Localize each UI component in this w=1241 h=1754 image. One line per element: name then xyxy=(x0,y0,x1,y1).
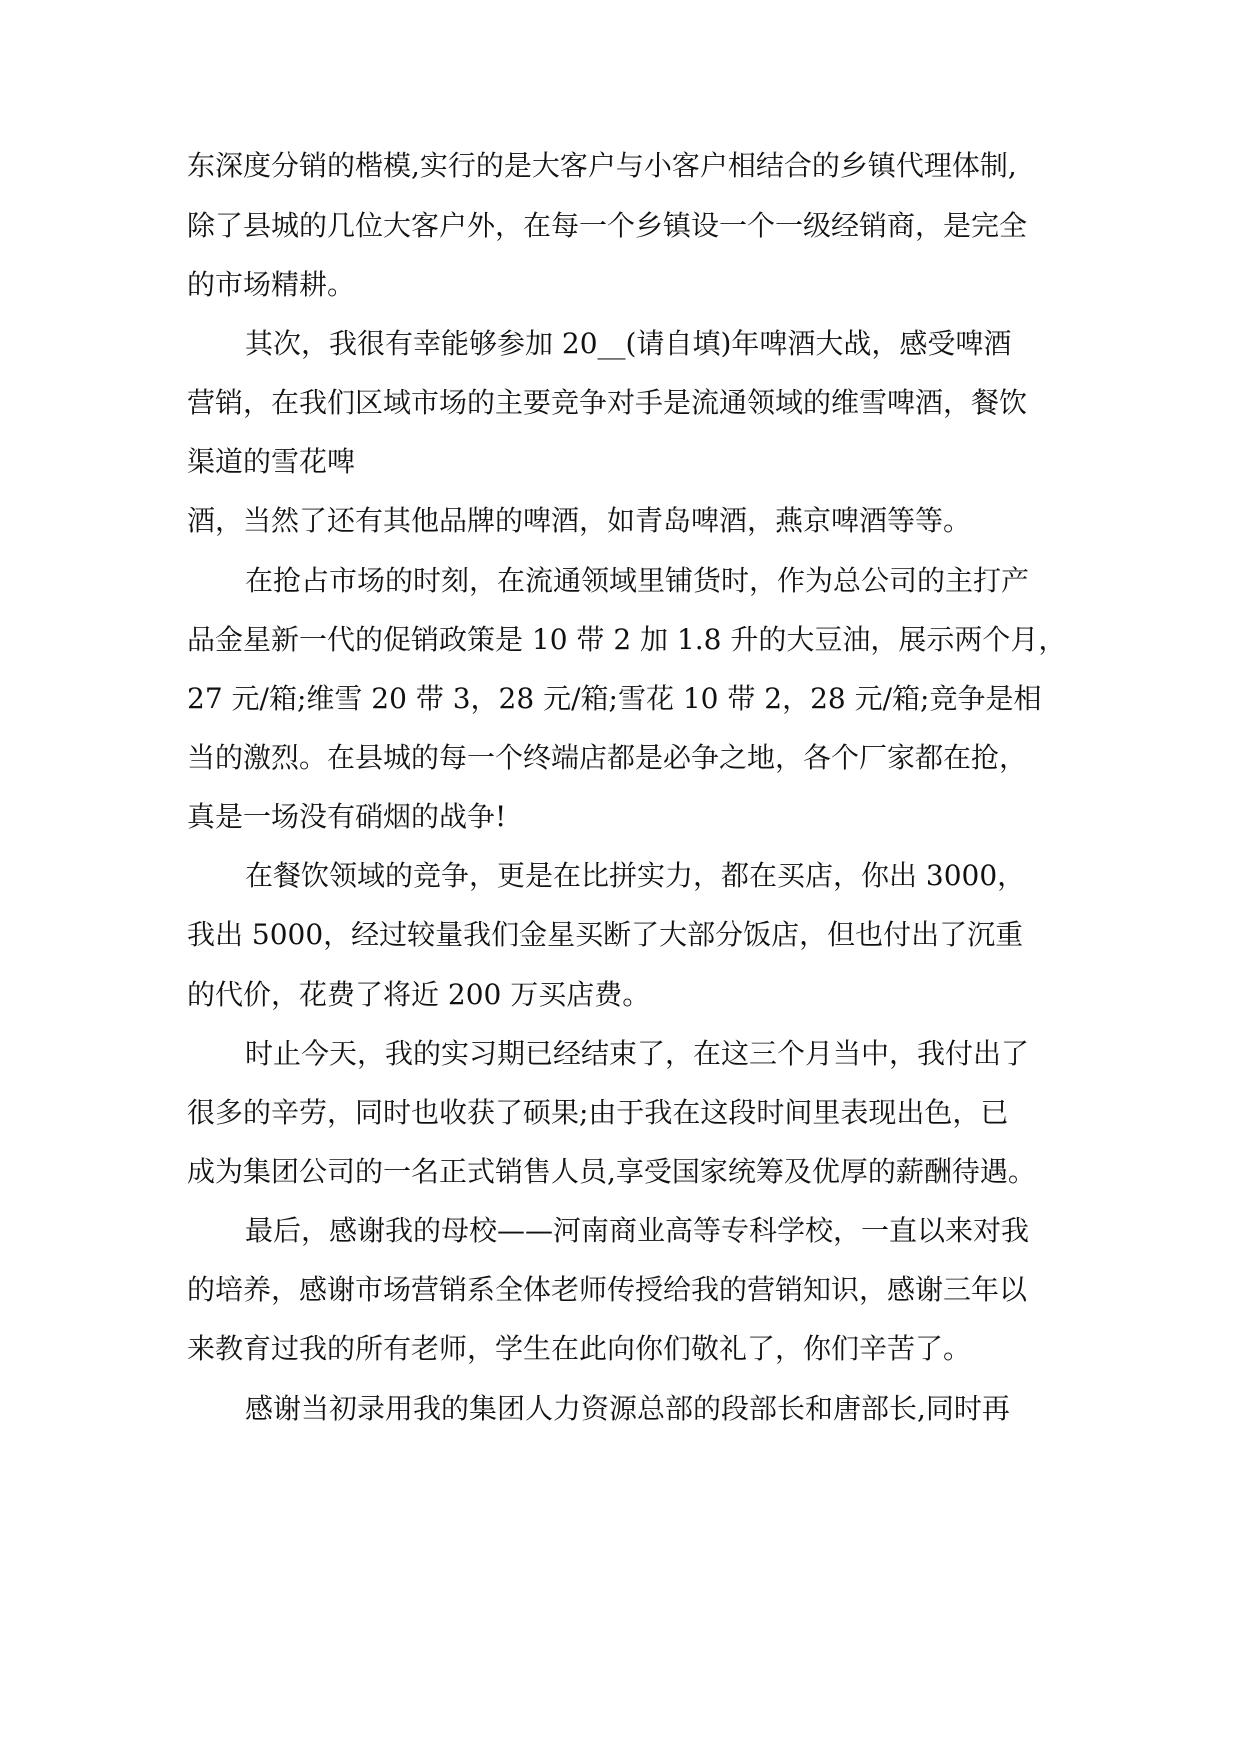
text-line: 酒，当然了还有其他品牌的啤酒，如青岛啤酒，燕京啤酒等等。 xyxy=(187,504,972,537)
paragraph-start-line: 在餐饮领域的竞争，更是在比拼实力，都在买店，你出 3000， xyxy=(245,859,1026,892)
text-line: 真是一场没有硝烟的战争! xyxy=(187,800,507,833)
paragraph-start-line: 在抢占市场的时刻，在流通领域里铺货时，作为总公司的主打产 xyxy=(245,564,1030,597)
text-line: 营销，在我们区域市场的主要竞争对手是流通领域的维雪啤酒，餐饮 xyxy=(187,386,1028,419)
paragraph-start-line: 时止今天，我的实习期已经结束了，在这三个月当中，我付出了 xyxy=(245,1037,1030,1070)
text-line: 成为集团公司的一名正式销售人员,享受国家统筹及优厚的薪酬待遇。 xyxy=(187,1155,1036,1188)
text-line: 来教育过我的所有老师，学生在此向你们敬礼了，你们辛苦了。 xyxy=(187,1332,972,1365)
paragraph-start-line: 感谢当初录用我的集团人力资源总部的段部长和唐部长,同时再 xyxy=(245,1392,1010,1425)
text-line: 的市场精耕。 xyxy=(187,268,356,301)
paragraph-start-line: 其次，我很有幸能够参加 20__(请自填)年啤酒大战，感受啤酒 xyxy=(245,327,1012,360)
text-line: 当的激烈。在县城的每一个终端店都是必争之地，各个厂家都在抢， xyxy=(187,741,1028,774)
text-line: 27 元/箱;维雪 20 带 3，28 元/箱;雪花 10 带 2，28 元/箱;竞争是相 xyxy=(187,682,1042,715)
text-line: 渠道的雪花啤 xyxy=(187,445,356,478)
text-line: 的培养，感谢市场营销系全体老师传授给我的营销知识，感谢三年以 xyxy=(187,1273,1028,1306)
paragraph-start-line: 最后，感谢我的母校——河南商业高等专科学校，一直以来对我 xyxy=(245,1214,1030,1247)
text-line: 东深度分销的楷模,实行的是大客户与小客户相结合的乡镇代理体制, xyxy=(187,149,1017,182)
text-line: 我出 5000，经过较量我们金星买断了大部分饭店，但也付出了沉重 xyxy=(187,918,1024,951)
text-line: 除了县城的几位大客户外，在每一个乡镇设一个一级经销商，是完全 xyxy=(187,209,1028,242)
text-line: 品金星新一代的促销政策是 10 带 2 加 1.8 升的大豆油，展示两个月， xyxy=(187,623,1067,656)
text-line: 的代价，花费了将近 200 万买店费。 xyxy=(187,978,651,1011)
text-line: 很多的辛劳，同时也收获了硕果;由于我在这段时间里表现出色，已 xyxy=(187,1096,1009,1129)
